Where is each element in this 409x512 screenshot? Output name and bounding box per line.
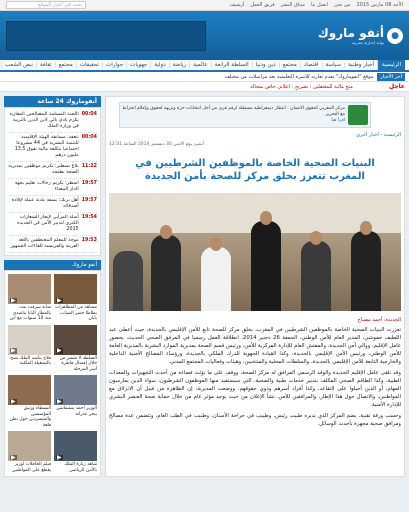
list-item[interactable]: 19:54 أسلة المرآبي لإنجاز الشعارات الكبرى لتدبير الأمن في الجديدة 2015 xyxy=(8,213,97,236)
video-card[interactable]: ▶ فيلم الحافلات لوزير يقطع على المواطنين xyxy=(8,431,51,473)
list-item[interactable]: 19:57 أهل بريك: بسفة بلدية عملة لإفادة أصدقائه xyxy=(8,196,97,213)
breadcrumb[interactable]: الرئيسية - أخبار أخرى xyxy=(356,132,401,138)
ad-logo-icon xyxy=(348,105,368,125)
video-card[interactable]: ▶ شاهد زيارة الملك بالأمن الرياضي xyxy=(54,431,97,473)
article-author: الجديدة: أحمد مصباح xyxy=(357,317,401,323)
top-bar xyxy=(0,0,409,11)
site-logo[interactable] xyxy=(318,26,403,45)
ad-link[interactable]: اقرأ هنا xyxy=(331,118,345,123)
nav-item-investigations[interactable]: تحقيقات xyxy=(76,62,102,68)
nav-item-world[interactable]: عالمية xyxy=(189,62,210,68)
ticker-label: آخر الأخبار xyxy=(377,73,405,81)
nav-item-press[interactable]: السلطة الرابعة xyxy=(211,62,252,68)
nav-item-sports[interactable]: رياضة xyxy=(169,62,189,68)
nav-item-home[interactable]: الرئيسية xyxy=(377,60,405,70)
list-item[interactable]: 19:57 اسطر: تكريم رجالات تعليم بجهة الدار البيضاء xyxy=(8,179,97,196)
nav-item-culture[interactable]: ثقافة xyxy=(36,62,55,68)
article-body xyxy=(109,326,401,428)
article-meta: أنشئ يوم الاثنين 30 ديسمبر 2014 الساعة 12:31 xyxy=(109,142,204,147)
nav-item-national[interactable]: أخبار وطنية xyxy=(344,62,377,68)
news-ticker xyxy=(0,72,409,82)
nav-item-people[interactable]: نبض الشعب xyxy=(1,62,36,68)
inline-ad[interactable] xyxy=(119,102,371,128)
main-area xyxy=(0,92,409,477)
article-column xyxy=(105,96,405,477)
video-card[interactable]: ▶ البسطاء وزنيق المؤسسين والمتشردين حول بطن قلعة xyxy=(8,375,51,428)
article-paragraph: وحسب ورقة تقنية، يضم المركز الذي يديره طبيب رئيس، وطبيب في جراحة الأسنان، وطبيب في الطب العام، وتتضمن عدة مصالح ومرافق صحية مجهزة بأحدث الوسائل. xyxy=(109,413,401,427)
latest-news-list xyxy=(4,107,101,256)
video-card[interactable]: ▶ شابة سرقت بنت بالمطار البابا يناشدي منذ 10 سنوات مع ابن xyxy=(8,274,51,322)
video-card[interactable]: ▶ فلاح يناشد الملك نصح بالتشغيلة الملكية xyxy=(8,325,51,373)
current-date: الأحد 08 مارس 2015 xyxy=(356,2,403,8)
video-thumbnail[interactable] xyxy=(54,375,97,405)
video-thumbnail[interactable] xyxy=(8,375,51,405)
nav-item-politics[interactable]: سياسة xyxy=(322,62,345,68)
top-link-archive[interactable]: أرشيف xyxy=(229,2,245,8)
nav-item-regions[interactable]: جهويات xyxy=(126,62,150,68)
ticker-text[interactable]: موقع "أنفوماروك" يقدم تعازيه للأسرة التعليمية بعد مراسلات من مختلف xyxy=(224,73,374,80)
video-thumbnail[interactable] xyxy=(8,274,51,304)
logo-icon: ● xyxy=(387,28,403,44)
nav-item-religion[interactable]: دين ودنيا xyxy=(252,62,279,68)
breaking-label: عاجل xyxy=(388,83,405,90)
video-card[interactable]: ▶ السلطة لا تنتشر من خلال إفشال فاطرة أسر المرحلة xyxy=(54,325,97,373)
top-link-team[interactable]: فريق العمل xyxy=(250,2,275,8)
main-nav xyxy=(0,60,409,72)
top-link-contact[interactable]: اتصل بنا xyxy=(311,2,328,8)
nav-item-media[interactable] xyxy=(0,62,1,68)
nav-item-community[interactable]: مجتمع xyxy=(55,62,76,68)
video-thumbnail[interactable] xyxy=(8,431,51,461)
video-thumbnail[interactable] xyxy=(54,431,97,461)
list-item[interactable]: 11:22 بلاغ تسطير: تكريم موظفين بمديرية الصحة بطنجة xyxy=(8,162,97,179)
logo-tagline: بوابة إخبارية مغربية xyxy=(351,40,384,45)
video-section-heading: أنفو ماروك xyxy=(4,260,101,270)
site-header xyxy=(0,11,409,60)
top-link-about[interactable]: من نحن xyxy=(333,2,351,8)
article-paragraph: تعززت البنيات الصحية الخاصة بالموظفين الشرطيين في المغرب، بخلق مركز للصحة تابع للأمن الإقليمي بالجديدة، حيث أعطى عبد اللطيف حموشي، المدير العام للأمن الوطني، الجمعة 26 دجنبر 2014، انطلاقة العمل رسميا في المرفق الصحي الحديث، بحضور عامل الإقليم، ووالي أمن الجديدة، والمفتش العام للإدارة المركزية للأمن، ورئيس قسم الصحة بمديرية الموارد البشرية بالمديرية العامة للأمن الوطني، ورئيس الأمن الإقليمي بالجديدة، وكذا القيادة الجهوية للدرك الملكي بالجديدة، ورؤساء المصالح الأمنية الداخلية والخارجية التابعة للأمن الإقليمي بالجديدة، والسلطات المحلية والمنتخبين، وهيئات وفعاليات المجتمع المدني. xyxy=(109,327,402,365)
sidebar xyxy=(4,96,101,477)
nav-item-society[interactable]: مجتمع xyxy=(279,62,300,68)
breaking-bar xyxy=(0,82,409,92)
top-link-charter[interactable]: ميثاق النشر xyxy=(280,2,306,8)
video-thumbnail[interactable] xyxy=(54,325,97,355)
video-thumbnail[interactable] xyxy=(54,274,97,304)
nav-item-economy[interactable]: اقتصاد xyxy=(300,62,322,68)
video-thumbnail[interactable] xyxy=(8,325,51,355)
list-item[interactable]: 00:04 تنعقد: مسابقة الهيئة الإقليمية للتنمية البشرية في 44 مشروعا اجتماعيا بتكلفة مالية تفوق 13,5 مليون درهم xyxy=(8,133,97,162)
video-card[interactable]: ▶ مشاهد من المظاهرات بطاطا حضر الشباب بابان xyxy=(54,274,97,322)
header-banner-ad[interactable] xyxy=(6,21,206,51)
article-paragraph: وقد تلقى عامل الإقليم الجديدة والوفد الرسمي المرافق له مركز الصحة، ووقف على ما يؤثث فضاءه من أحدث التجهيزات والمعدات الطبية، وكذا الطاقم الصحي المكلف بتدبير خدمات طبية والصحية، التي سيستفيد منها الموظفون الشرطيون، سواء الذين يمارسون المهام، أو الذين أحيلوا على التقاعد، وكذا أفراد أسرهم وذوي حقوقهم. ووضعت المديرية، إن الظاهرة من قبيل أن الانزلاق مع المواطنين، والاتصال حول هذا الإطار، والمرافقين للأمن. نشأ الإعلان من حيث يوجد مؤثر عام من خلال حماية صحة العنصر البشري للإدارة الأمنية. xyxy=(109,370,401,408)
article-photo xyxy=(109,193,401,311)
nav-item-international[interactable]: دولية xyxy=(150,62,168,68)
video-card[interactable]: ▶ الوزير أحمد بنشماسي يبخر عذراته xyxy=(54,375,97,428)
ad-text: مركز المغربي لحقوق الانسان : انتظار ديمقراطية مستقلة لرقم قرى من أجل انتخابات حرة ونزيهة لحقوق وإعلام انخراط مع التحرير اقرأ هنا xyxy=(122,106,345,123)
article-title: البنيات الصحية الخاصة بالموظفين الشرطيين في المغرب تتعزز بخلق مركز للصحة بأمن الجديدة xyxy=(135,158,375,182)
list-item[interactable]: 19:53 موجة للمعلم المختطفين باللغة العربية والفرنسية للقاءات الجمهور xyxy=(8,236,97,253)
logo-text: أنفو ماروك xyxy=(317,26,384,40)
list-item[interactable]: 00:04 اللجنة المسلمة للمصالحين المغاربة يكرم نادي بالي لابن الدين بالتربية في وزارة الملك xyxy=(8,110,97,133)
search-input[interactable]: بحث في أخبار الموقع xyxy=(6,1,86,9)
video-grid xyxy=(4,270,101,477)
breaking-text[interactable]: منح مالية للمعتقلين : تصريح : اعلاني خاص بمحالة xyxy=(250,83,353,90)
sidebar-heading: أنفوماروك 24 ساعة xyxy=(4,96,101,107)
nav-item-interviews[interactable]: حوارات xyxy=(102,62,126,68)
